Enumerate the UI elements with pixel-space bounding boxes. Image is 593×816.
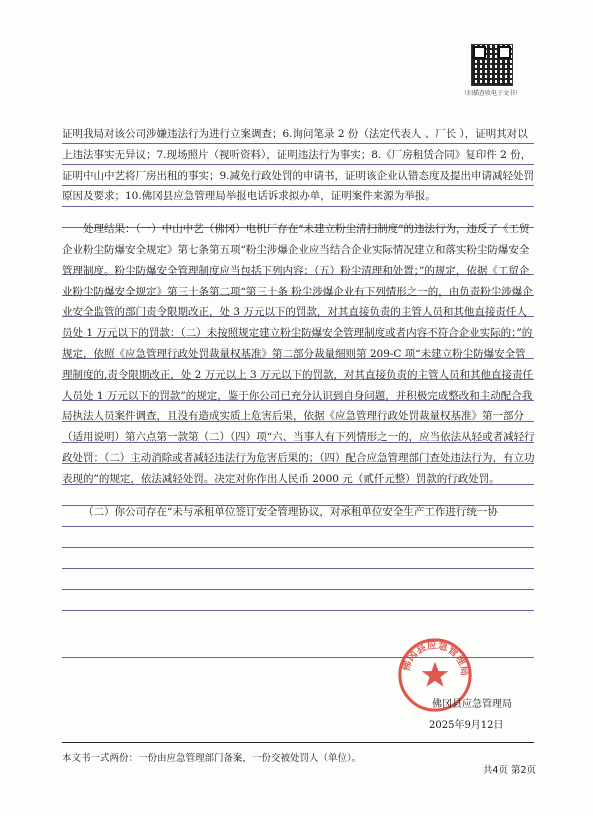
seal-text: 佛冈县应急管理局 (400, 640, 470, 677)
footer-divider (62, 742, 534, 743)
issuing-authority: 佛冈县应急管理局 (432, 699, 512, 710)
qr-caption: （扫描查收电子文书） (460, 90, 521, 97)
decision-paragraph-1: 处理结果：（一）中山中艺（佛冈）电机厂存在“未建立粉尘清扫制度”的违法行为，违反了《工贸企业粉尘防爆安全规定》第七条第五项“粉尘涉爆企业应当结合企业实际情况建立和落实粉尘防爆安全管理制度。粉尘防爆安全管理制度应当包括下列内容：（五）粉尘清理和处置；”的规定，依据《工贸企业粉尘防爆安全规定》第三十条第二项“第三十条 粉尘涉爆企业有下列情形之一的，由负责粉尘涉爆企业安全监管的部门责令限期改正，处 3 万元以下的罚款，对其直接负责的主管人员和其他直接责任人员处 1 万元以下的罚款：（二）未按照规定建立粉尘防爆安全管理制度或者内容不符合企业实际的；”的规定，依照《应急管理行政处罚裁量权基准》第二部分裁量细则第 209-C 项“未建立粉尘防爆安全管理制度的,责令限期改正，处 2 万元以上 3 万元以下的罚款，对其直接负责的主管人员和其他直接责任人员处 1 万元以下的罚款”的规定，鉴于你公司已充分认识到自身问题，并积极完成整改和主动配合我局执法人员案件调查，且没有造成实质上危害后果，依据《应急管理行政处罚裁量权基准》第一部分（适用说明）第六点第一款第（二）（四）项“六、当事人有下列情形之一的，应当依法从轻或者减轻行政处罚：（二）主动消除或者减轻违法行为危害后果的；（四）配合应急管理部门查处违法行为，有立功表现的”的规定，依法减轻处罚。决定对你作出人民币 2000 元（贰仟元整）罚款的行政处罚。 (62, 223, 535, 485)
document-body (62, 124, 536, 528)
page-number: 共4页 第2页 (482, 765, 536, 776)
qr-code-icon (471, 44, 513, 86)
issue-date: 2025年9月12日 (429, 720, 504, 731)
footer-note: 本文书一式两份：一份由应急管理部门备案，一份交被处罚人（单位）。 (62, 753, 362, 764)
decision-paragraph-2: （二）你公司存在“未与承租单位签订安全管理协议，对承租单位安全生产工作进行统一协 (83, 505, 498, 518)
evidence-paragraph: 证明我局对该公司涉嫌违法行为进行立案调查；6.询问笔录 2 份（法定代表人 、厂长 ），证明其对以上违法事实无异议；7.现场照片（视听资料），证明违法行为事实；8.《厂房租赁合同》复印件 2 份，证明中山中艺将厂房出租的事实；9.减免行政处罚的申请书，证明该企业认错态度及提出申请减轻处罚原因及要求；10.佛冈县应急管理局举报电话诉求拟办单，证明案件来源为举报。 (62, 128, 535, 203)
